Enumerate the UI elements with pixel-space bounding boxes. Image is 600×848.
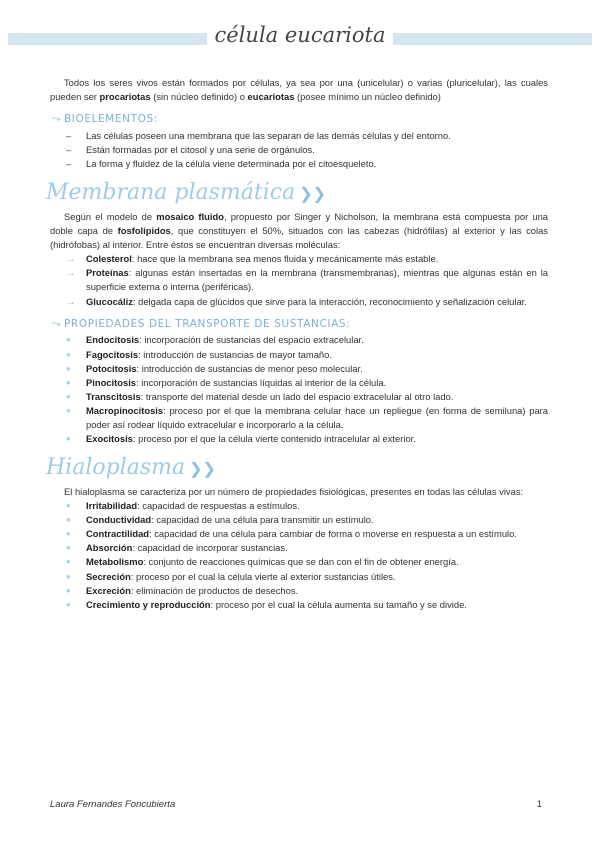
list-item (50, 541, 548, 555)
membrana-heading-text: Membrana plasmática (46, 180, 296, 206)
hialoplasma-heading-text: Hialoplasma (46, 455, 186, 481)
bullet-dot-icon: ● (66, 434, 71, 444)
page-content (46, 76, 548, 612)
bold-term: Conductividad (86, 514, 152, 526)
bullet-dot-icon: ● (66, 391, 71, 401)
dash-marker: – (66, 144, 72, 156)
list-item (50, 513, 548, 527)
transporte-heading (52, 317, 548, 333)
hialoplasma-paragraph (50, 485, 548, 499)
dash-marker: – (66, 158, 72, 170)
list-item (50, 157, 548, 171)
list-item (50, 362, 548, 376)
list-item (50, 404, 548, 432)
membrana-paragraph (50, 210, 548, 252)
text-run: : eliminación de productos de desechos. (130, 584, 299, 596)
text-run: (sin núcleo definido) o (150, 91, 248, 103)
text-run: : capacidad de incorporar sustancias. (132, 542, 288, 554)
bullet-dot-icon: ● (66, 335, 71, 345)
bullet-dot-icon: ● (66, 557, 71, 567)
bullet-dot-icon: ● (66, 500, 71, 510)
bullet-dot-icon: ● (66, 515, 71, 525)
transporte-list (50, 333, 548, 446)
text-run: , que constituyen el 50%, situados con las cabezas (hidrófilas) al exterior y las colas (hidrófobas) al interior. Entre éstos se encuentran diversas moléculas: (50, 225, 548, 251)
text-run: : transporte del material desde un lado del espacio extracelular al otro lado. (140, 390, 454, 402)
fan-shell-icon: ❯❯ (189, 459, 216, 479)
bold-term: procariotas (99, 91, 151, 103)
list-item (50, 499, 548, 513)
text-run: Según el modelo de (64, 210, 157, 222)
bold-term: Macropinocitosis (86, 404, 164, 416)
transporte-heading-text: PROPIEDADES DEL TRANSPORTE DE SUSTANCIAS: (64, 317, 351, 330)
bullet-dot-icon: ● (66, 543, 71, 553)
list-item-text: Están formadas por el citosol y una serie de orgánulos. (86, 144, 315, 156)
membrana-list (50, 252, 548, 308)
list-item (50, 555, 548, 569)
list-item (50, 295, 548, 309)
bullet-dot-icon: ● (66, 599, 71, 609)
bold-term: Proteínas (86, 267, 129, 279)
list-item (50, 143, 548, 157)
text-run: : capacidad de respuestas a estímulos. (137, 499, 300, 511)
bold-term: Exocitosis (86, 433, 133, 445)
text-run: : algunas están insertadas en la membrana (transmembranas), mientras que algunas están en la superficie externa o interna (periféricas). (86, 267, 548, 293)
list-item (50, 570, 548, 584)
bold-term: fosfolípidos (117, 225, 171, 236)
arrow-icon: → (66, 295, 76, 307)
text-run: , propuesto por Singer y Nicholson, la membrana está compuesta por una doble capa de (50, 210, 548, 236)
arrow-icon: → (66, 267, 76, 279)
list-item-text: La forma y fluidez de la célula viene determinada por el citoesqueleto. (86, 158, 377, 170)
text-run: : capacidad de una célula para transmitir un estímulo. (151, 514, 374, 526)
bold-term: Colesterol (86, 253, 132, 265)
text-run: : incorporación de sustancias del espacio extracelular. (139, 334, 364, 346)
list-item (50, 432, 548, 446)
squiggle-arrow-icon: ⤳ (52, 317, 61, 330)
hialoplasma-heading (46, 454, 548, 483)
bioelementos-heading (52, 112, 548, 128)
text-run: : introducción de sustancias de menor peso molecular. (136, 362, 363, 374)
bold-term: Crecimiento y reproducción (86, 598, 211, 610)
squiggle-arrow-icon: ⤳ (52, 113, 61, 126)
bold-term: Glucocáliz (86, 295, 133, 307)
text-run: : delgada capa de glúcidos que sirve para la interacción, reconocimiento y señalización celular. (132, 295, 527, 307)
list-item (50, 348, 548, 362)
bold-term: Contractilidad (86, 528, 150, 540)
page-title (0, 22, 600, 49)
text-run: : proceso por el que la célula vierte contenido intracelular al exterior. (132, 433, 416, 445)
list-item (50, 252, 548, 266)
text-run: : proceso por el cual la célula aumenta su tamaño y se divide. (210, 598, 467, 610)
page-number: 1 (536, 799, 542, 810)
bold-term: Absorción (86, 542, 133, 554)
page-title-text: célula eucariota (207, 22, 394, 49)
text-run: : proceso por el que la membrana celular hace un repliegue (en forma de semiluna) para poder así rodear líquido extracelular e incorporarlo a la célula. (86, 404, 548, 431)
dash-marker: – (66, 129, 72, 141)
bioelementos-heading-text: BIOELEMENTOS: (64, 113, 158, 126)
list-item (50, 129, 548, 143)
bold-term: eucariotas (247, 91, 295, 103)
text-run: (posee mínimo un núcleo definido) (294, 91, 441, 103)
bold-term: Irritabilidad (86, 499, 138, 511)
membrana-heading (46, 179, 548, 208)
list-item (50, 527, 548, 541)
bold-term: Secreción (86, 570, 131, 582)
list-item (50, 333, 548, 347)
text-run: : hace que la membrana sea menos fluida y mecánicamente más estable. (131, 253, 439, 265)
text-run: Todos los seres vivos están formados por células, ya sea por una (unicelular) o varias (pluricelular), las cuales pueden ser (50, 77, 548, 103)
bullet-dot-icon: ● (66, 349, 71, 359)
text-run: : capacidad de una célula para cambiar de forma o moverse en respuesta a un estímulo. (149, 528, 517, 540)
text-run: : proceso por el cual la célula vierte al exterior sustancias útiles. (130, 570, 396, 582)
bold-term: mosaico fluido (156, 210, 224, 222)
bold-term: Metabolismo (86, 556, 144, 568)
intro-paragraph (50, 76, 548, 104)
list-item (50, 584, 548, 598)
footer-author: Laura Fernandes Foncubierta (50, 799, 176, 810)
bold-term: Pinocitosis (86, 376, 137, 388)
bioelementos-list (50, 129, 548, 171)
bullet-dot-icon: ● (66, 363, 71, 373)
bullet-dot-icon: ● (66, 585, 71, 595)
list-item (50, 390, 548, 404)
list-item (50, 266, 548, 294)
fan-shell-icon: ❯❯ (299, 184, 327, 204)
text-run: El hialoplasma se caracteriza por un número de propiedades fisiológicas, presentes en todas las células vivas: (64, 485, 524, 497)
bullet-dot-icon: ● (66, 529, 71, 539)
bold-term: Excreción (86, 584, 131, 596)
text-run: : incorporación de sustancias líquidas al interior de la célula. (136, 376, 387, 388)
text-run: : conjunto de reacciones químicas que se dan con el fin de obtener energía. (143, 556, 459, 568)
bold-term: Endocitosis (86, 334, 140, 346)
bold-term: Transcitosis (86, 390, 141, 402)
text-run: : introducción de sustancias de mayor tamaño. (138, 348, 332, 360)
bold-term: Fagocitosis (86, 348, 139, 360)
bullet-dot-icon: ● (66, 405, 71, 415)
bold-term: Potocitosis (86, 362, 137, 374)
list-item (50, 598, 548, 612)
arrow-icon: → (66, 253, 76, 265)
bullet-dot-icon: ● (66, 571, 71, 581)
list-item (50, 376, 548, 390)
bullet-dot-icon: ● (66, 377, 71, 387)
hialoplasma-list (50, 499, 548, 612)
list-item-text: Las células poseen una membrana que las separan de las demás células y del entorno. (86, 129, 451, 141)
